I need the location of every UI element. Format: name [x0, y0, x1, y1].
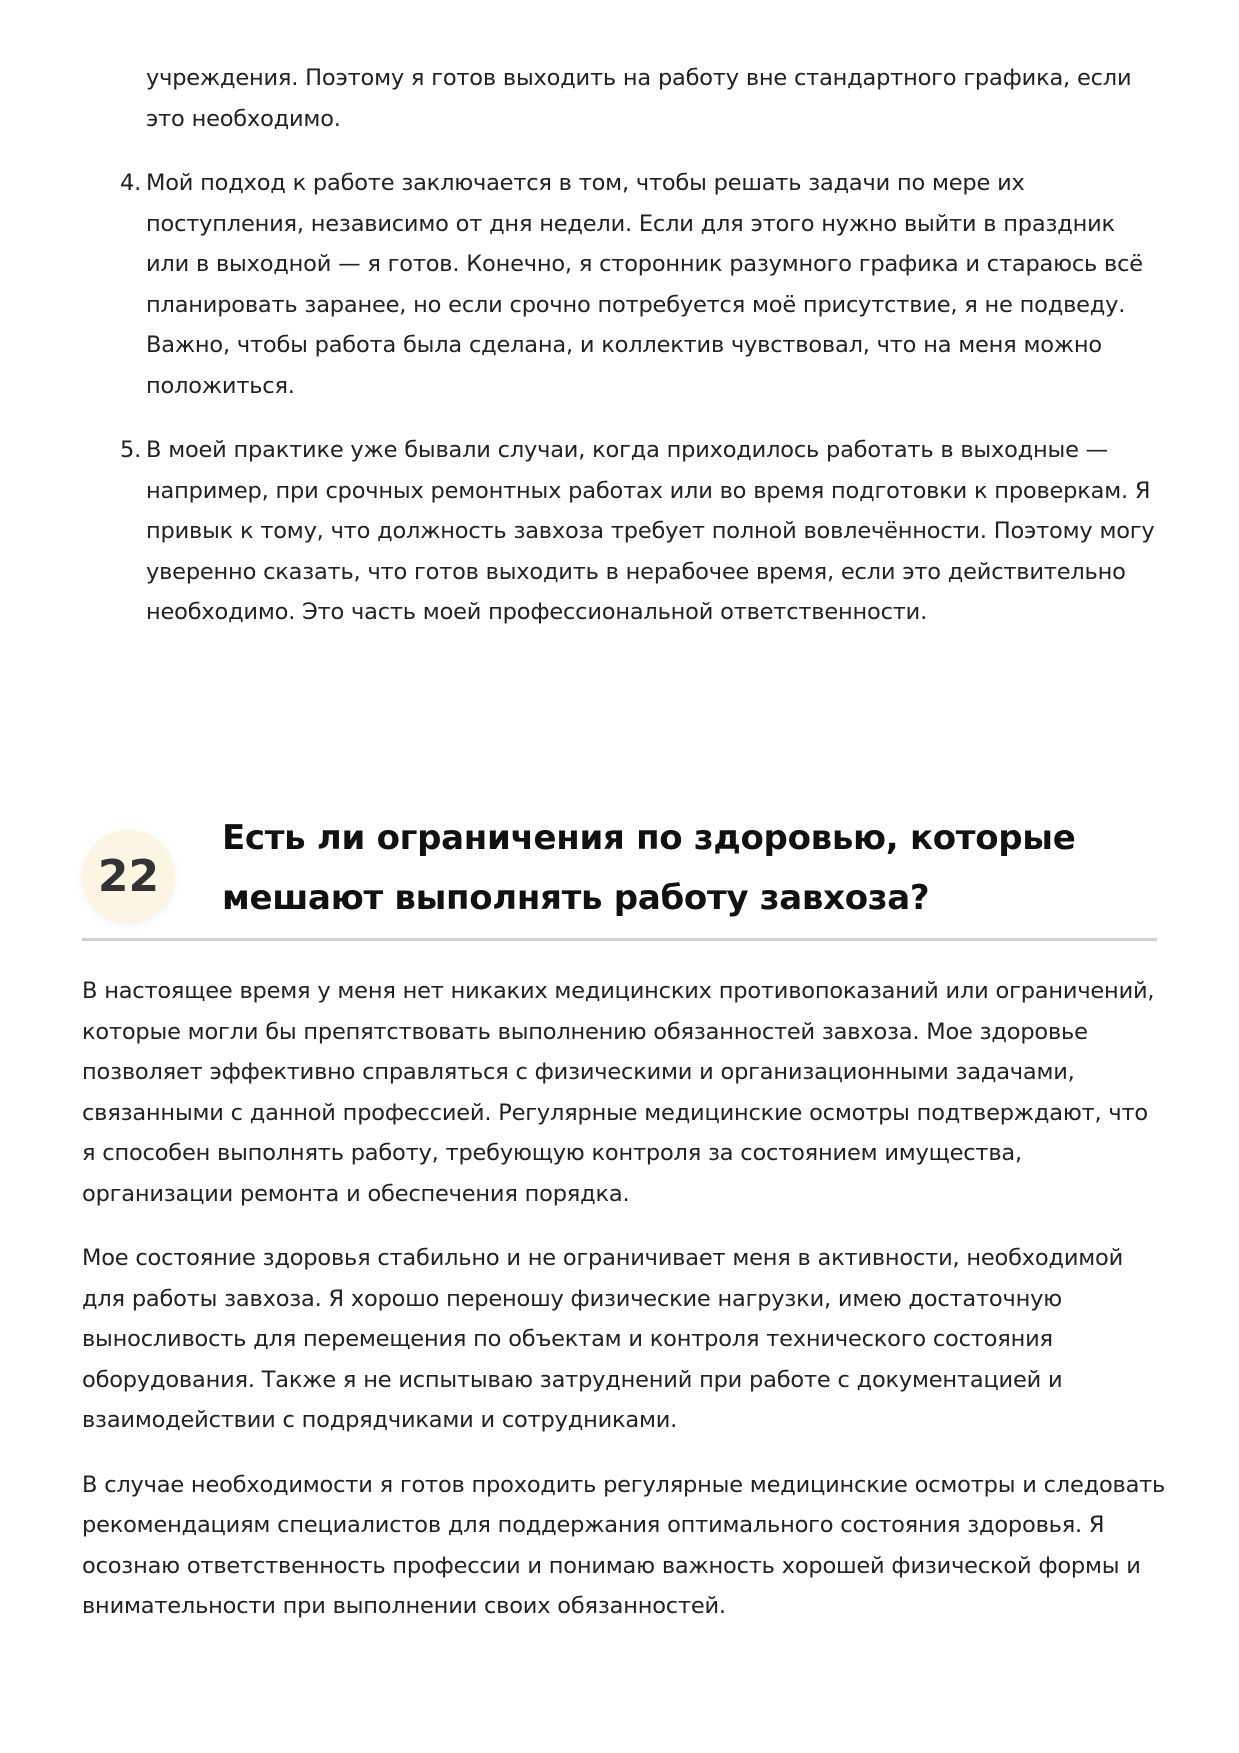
list-item-continuation: [120, 58, 1160, 139]
question-header: [82, 808, 1157, 941]
list-item-number: 5.: [120, 437, 142, 463]
list-item-text: Мой подход к работе заключается в том, чтобы решать задачи по мере их поступления, независимо от дня недели. Если для этого нужно выйти в праздник или в выходной — я готов. Конечно, я сторонник разумного графика и стараюсь всё планировать заранее, но если срочно потребуется моё присутствие, я не подведу. Важно, чтобы работа была сделана, и коллектив чувствовал, что на меня можно положиться.: [146, 170, 1143, 399]
list-item: [120, 430, 1160, 633]
answer-paragraph: В случае необходимости я готов проходить регулярные медицинские осмотры и следовать рекомендациям специалистов для поддержания оптимального состояния здоровья. Я осознаю ответственность профессии и понимаю важность хорошей физической формы и внимательности при выполнении своих обязанностей.: [82, 1471, 1166, 1619]
list-item: [120, 163, 1160, 406]
list-item-text: В моей практике уже бывали случаи, когда приходилось работать в выходные — например, при срочных ремонтных работах или во время подготовки к проверкам. Я привык к тому, что должность завхоза требует полной вовлечённости. Поэтому могу уверенно сказать, что готов выходить в нерабочее время, если это действительно необходимо. Это часть моей профессиональной ответственности.: [146, 437, 1155, 625]
question-number-badge: 22: [82, 830, 175, 923]
list-item-number: 4.: [120, 170, 142, 196]
answer-paragraph: В настоящее время у меня нет никаких медицинских противопоказаний или ограничений, которые могли бы препятствовать выполнению обязанностей завхоза. Мое здоровье позволяет эффективно справляться с физическими и организационными задачами, связанными с данной профессией. Регулярные медицинские осмотры подтверждают, что я способен выполнять работу, требующую контроля за состоянием имущества, организации ремонта и обеспечения порядка.: [82, 978, 1155, 1207]
answer-paragraph: Мое состояние здоровья стабильно и не ограничивает меня в активности, необходимой для работы завхоза. Я хорошо переношу физические нагрузки, имею достаточную выносливость для перемещения по объектам и контроля технического состояния оборудования. Также я не испытываю затруднений при работе с документацией и взаимодействии с подрядчиками и сотрудниками.: [82, 1245, 1124, 1433]
answer-list: [120, 58, 1160, 657]
list-item-text: учреждения. Поэтому я готов выходить на работу вне стандартного графика, если это необходимо.: [146, 65, 1132, 132]
answer-body: [82, 971, 1167, 1651]
question-title: Есть ли ограничения по здоровью, которые мешают выполнять работу завхоза?: [222, 818, 1076, 918]
